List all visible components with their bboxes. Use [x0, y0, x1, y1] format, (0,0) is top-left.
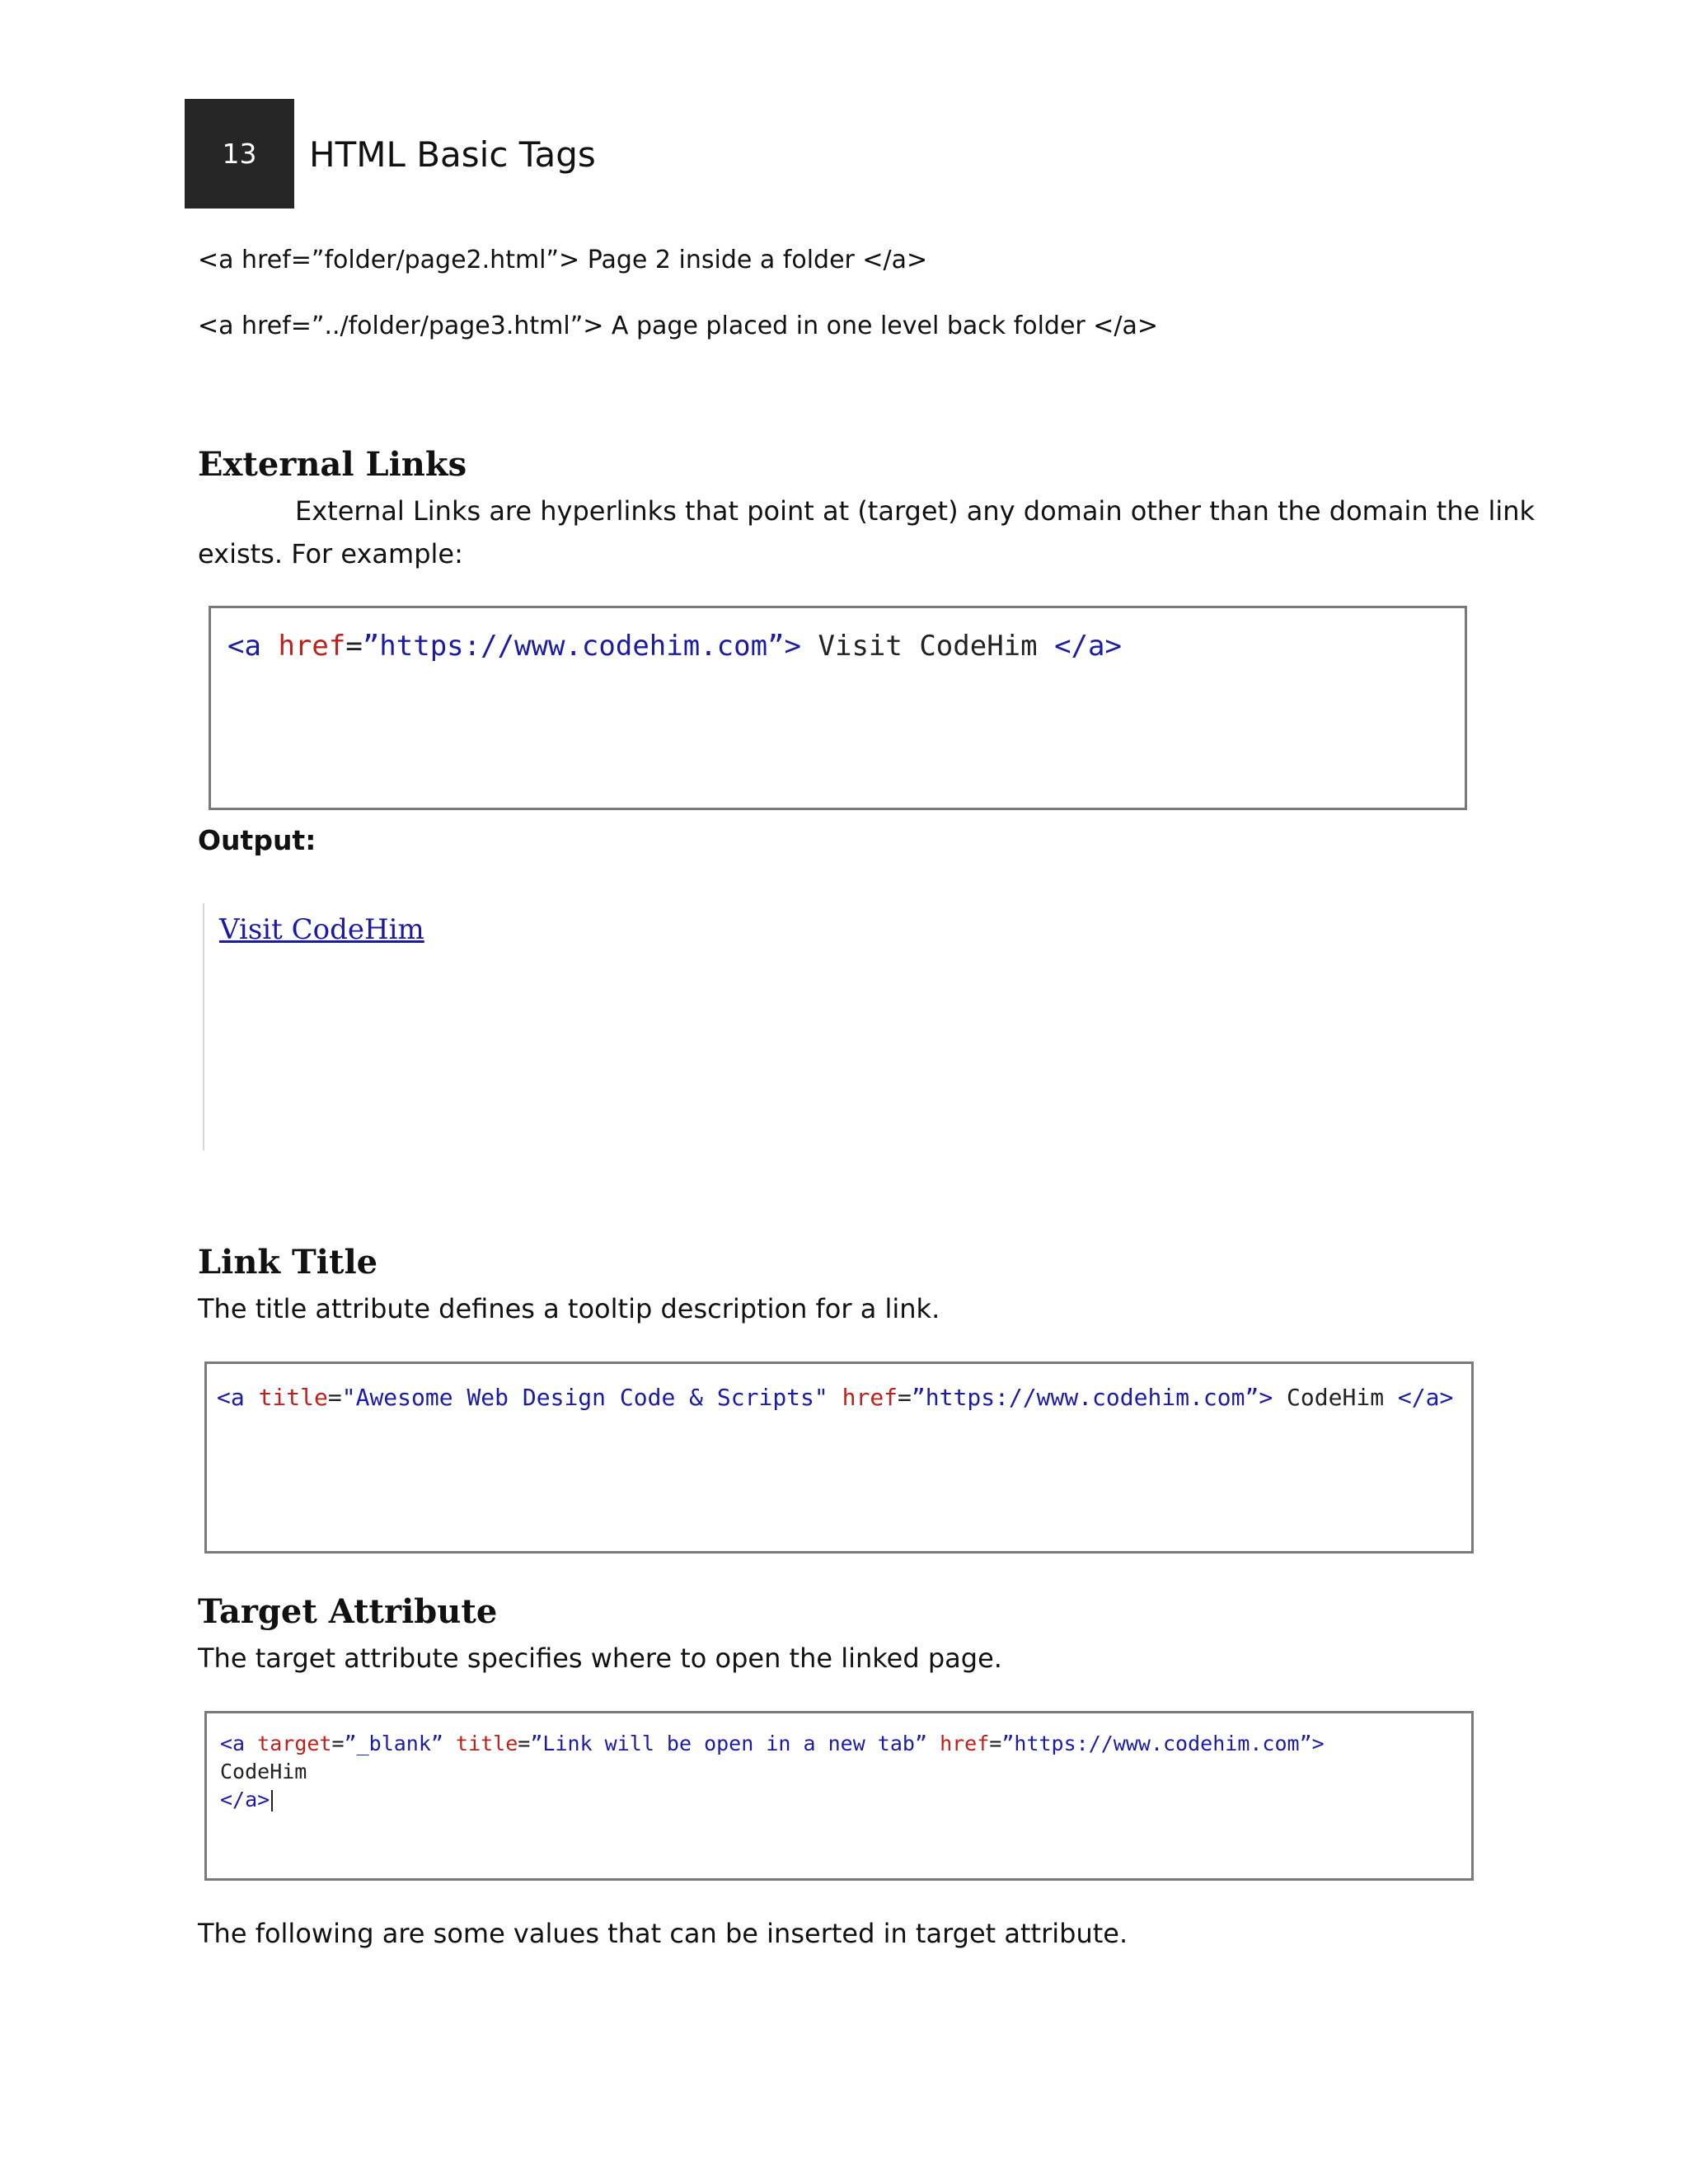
closing-paragraph: The following are some values that can be inserted in target attribute.: [198, 1918, 1128, 1949]
link-title-code-box: [204, 1361, 1474, 1554]
code-equals: =: [898, 1384, 912, 1411]
code-equals: =: [989, 1732, 1002, 1755]
link-title-heading: Link Title: [198, 1243, 378, 1282]
code-link-text: CodeHim: [1273, 1384, 1398, 1411]
code-tag-open: <a: [227, 630, 261, 663]
text-cursor: [271, 1790, 273, 1811]
output-label: Output:: [198, 824, 316, 856]
page-title: HTML Basic Tags: [309, 134, 596, 175]
code-link-text: Visit CodeHim: [801, 630, 1055, 663]
code-tag-close: </a>: [1397, 1384, 1454, 1411]
intro-line-2: <a href=”../folder/page3.html”> A page placed in one level back folder </a>: [198, 312, 1159, 340]
target-attribute-paragraph: The target attribute specifies where to open the linked page.: [198, 1643, 1002, 1674]
code-attr-target: target: [257, 1732, 332, 1755]
code-attr-href: href: [940, 1732, 990, 1755]
output-frame-border: [203, 903, 204, 1151]
code-attr-href: href: [842, 1384, 898, 1411]
code-href-value: ”https://www.codehim.com”>: [1001, 1732, 1325, 1755]
target-attribute-heading: Target Attribute: [198, 1592, 498, 1631]
code-equals: =: [518, 1732, 531, 1755]
code-attr-title: title: [456, 1732, 518, 1755]
external-links-code-box: [209, 606, 1467, 810]
target-attribute-code-box: [204, 1711, 1474, 1881]
code-equals: =: [327, 1384, 342, 1411]
code-equals: =: [331, 1732, 345, 1755]
code-attr-title: title: [258, 1384, 328, 1411]
code-tag-open: <a: [217, 1384, 245, 1411]
output-visit-codehim-link[interactable]: Visit CodeHim: [219, 913, 424, 946]
code-title-value: "Awesome Web Design Code & Scripts": [341, 1384, 828, 1411]
page-number-badge: [185, 99, 294, 209]
code-line-2: CodeHim: [220, 1760, 307, 1783]
link-title-paragraph: The title attribute defines a tooltip description for a link.: [198, 1293, 940, 1324]
code-line-3: [220, 1786, 1471, 1814]
code-line-1: [220, 1730, 1471, 1758]
external-links-paragraph-line1: External Links are hyperlinks that point at (target) any domain other than the domain the link: [295, 495, 1536, 527]
intro-line-1: <a href=”folder/page2.html”> Page 2 inside a folder </a>: [198, 246, 928, 274]
code-tag-close: </a>: [1054, 630, 1122, 663]
code-equals: =: [345, 630, 363, 663]
code-title-value: ”Link will be open in a new tab”: [530, 1732, 927, 1755]
external-links-heading: External Links: [198, 445, 467, 484]
code-href-value: ”https://www.codehim.com”>: [911, 1384, 1273, 1411]
code-target-value: ”_blank”: [344, 1732, 443, 1755]
code-attr-href: href: [278, 630, 346, 663]
external-links-paragraph-line2: exists. For example:: [198, 538, 463, 569]
code-tag-open: <a: [220, 1732, 246, 1755]
code-tag-close: </a>: [220, 1788, 270, 1811]
code-href-value: ”https://www.codehim.com”>: [362, 630, 802, 663]
page-number: 13: [222, 138, 257, 170]
